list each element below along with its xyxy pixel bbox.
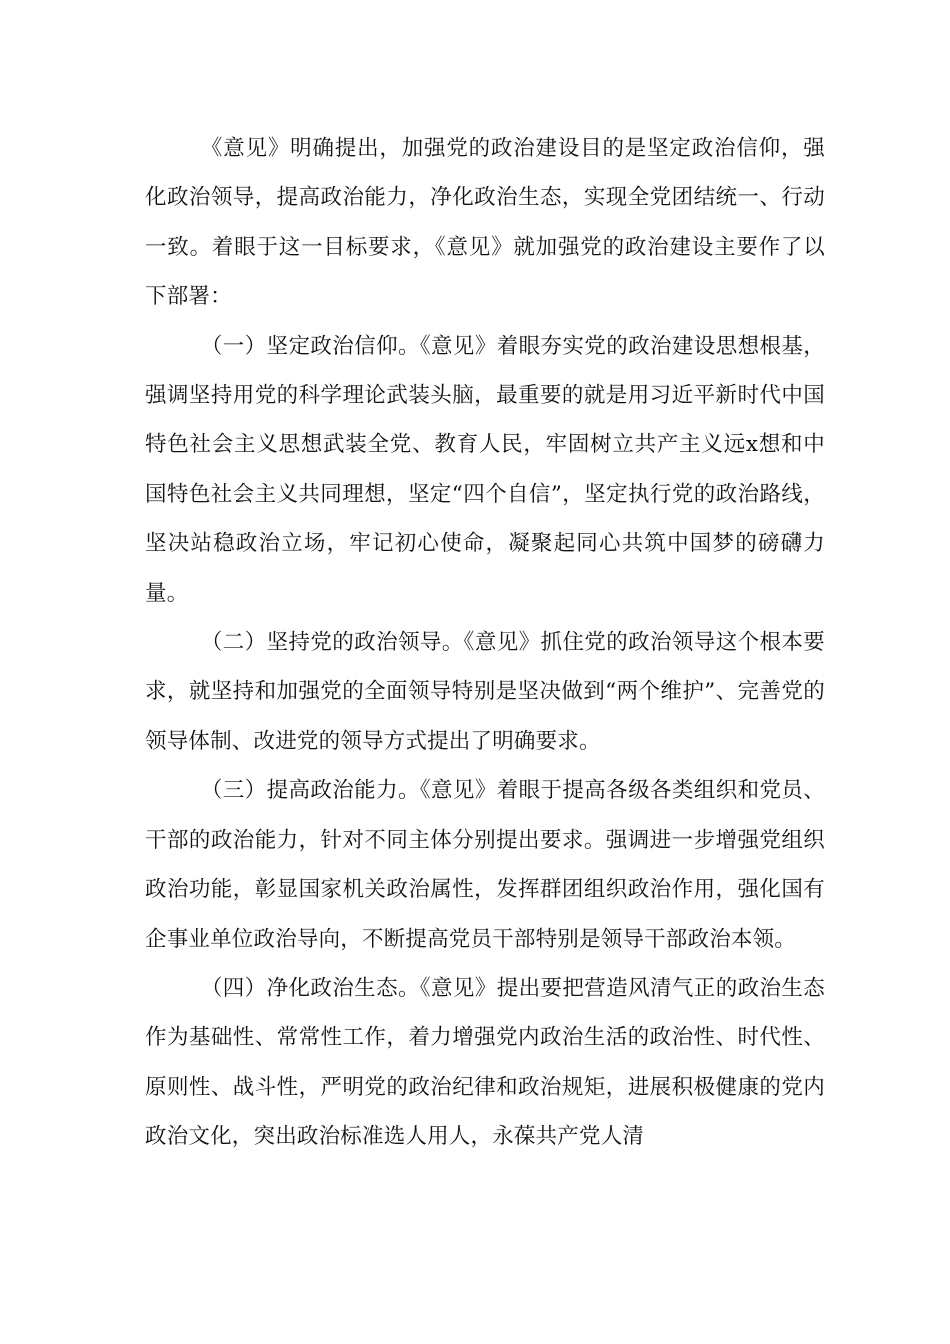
- paragraph-intro: 《意见》明确提出，加强党的政治建设目的是坚定政治信仰，强化政治领导，提高政治能力，净化政治生态，实现全党团结统一、行动一致。着眼于这一目标要求，《意见》就加强党的政治建设主要作了以下部署：: [145, 136, 825, 310]
- paragraph-political-belief: （一）坚定政治信仰。《意见》着眼夯实党的政治建设思想根基，强调坚持用党的科学理论武装头脑，最重要的就是用习近平新时代中国特色社会主义思想武装全党、教育人民，牢固树立共产主义远x想和中国特色社会主义共同理想，坚定“四个自信”，坚定执行党的政治路线，坚决站稳政治立场，牢记初心使命，凝聚起同心共筑中国梦的磅礴力量。: [145, 333, 825, 606]
- paragraph-political-leadership: （二）坚持党的政治领导。《意见》抓住党的政治领导这个根本要求，就坚持和加强党的全面领导特别是坚决做到“两个维护”、完善党的领导体制、改进党的领导方式提出了明确要求。: [145, 630, 825, 754]
- paragraph-political-capability: （三）提高政治能力。《意见》着眼于提高各级各类组织和党员、干部的政治能力，针对不同主体分别提出要求。强调进一步增强党组织政治功能，彰显国家机关政治属性，发挥群团组织政治作用，强化国有企事业单位政治导向，不断提高党员干部特别是领导干部政治本领。: [145, 778, 825, 952]
- document-body: [145, 124, 825, 1162]
- paragraph-political-ecology: （四）净化政治生态。《意见》提出要把营造风清气正的政治生态作为基础性、常常性工作，着力增强党内政治生活的政治性、时代性、原则性、战斗性，严明党的政治纪律和政治规矩，进展积极健康的党内政治文化，突出政治标准选人用人，永葆共产党人清: [145, 975, 825, 1150]
